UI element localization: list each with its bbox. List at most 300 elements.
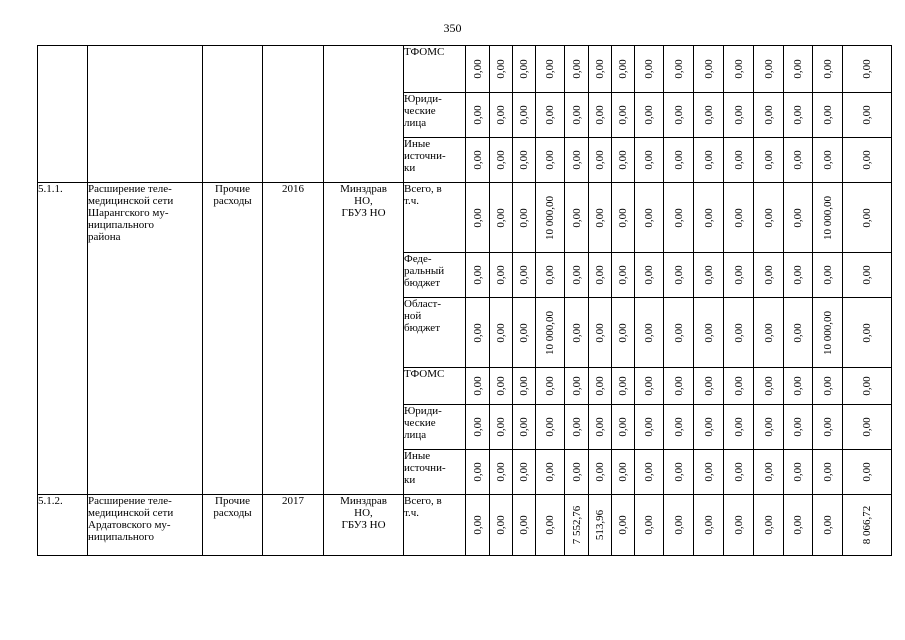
value-text: 0,00 <box>792 417 804 437</box>
value-cell <box>466 253 490 298</box>
value-cell <box>724 495 754 556</box>
value-text: 8 066,72 <box>861 505 873 545</box>
value-cell <box>612 450 635 495</box>
value-cell <box>565 495 589 556</box>
value-text: 0,00 <box>643 322 655 343</box>
value-cell <box>724 93 754 138</box>
value-text: 0,00 <box>617 322 629 343</box>
value-cell <box>466 183 490 253</box>
value-cell <box>843 405 892 450</box>
value-cell <box>635 253 664 298</box>
value-text: 0,00 <box>762 462 775 482</box>
value-cell <box>589 405 612 450</box>
value-text: 0,00 <box>570 59 583 79</box>
value-cell <box>536 405 565 450</box>
value-cell <box>784 495 813 556</box>
value-text: 0,00 <box>617 417 629 437</box>
value-text: 0,00 <box>495 376 507 396</box>
value-cell <box>784 138 813 183</box>
value-cell <box>724 368 754 405</box>
value-text: 10 000,00 <box>821 310 834 355</box>
item-year-text: 2016 <box>282 183 304 195</box>
value-cell <box>565 298 589 368</box>
funding-source <box>404 450 466 495</box>
value-text: 0,00 <box>570 417 583 437</box>
value-cell <box>490 368 513 405</box>
value-text: 0,00 <box>594 417 606 437</box>
expense-type <box>203 495 263 556</box>
value-text: 0,00 <box>471 150 484 170</box>
value-cell <box>724 450 754 495</box>
value-text: 0,00 <box>702 462 715 482</box>
value-cell <box>536 138 565 183</box>
value-text: 0,00 <box>544 105 556 125</box>
value-cell <box>694 253 724 298</box>
value-cell <box>784 298 813 368</box>
value-cell <box>536 183 565 253</box>
value-cell <box>813 495 843 556</box>
value-text: 0,00 <box>861 105 873 125</box>
item-number <box>38 46 88 183</box>
value-cell <box>635 368 664 405</box>
value-cell <box>784 450 813 495</box>
value-text: 0,00 <box>792 265 804 285</box>
value-cell <box>513 138 536 183</box>
item-year <box>263 46 324 183</box>
value-cell <box>490 405 513 450</box>
value-cell <box>694 93 724 138</box>
value-text: 0,00 <box>672 59 685 79</box>
value-cell <box>513 450 536 495</box>
value-cell <box>754 495 784 556</box>
value-cell <box>694 138 724 183</box>
value-cell <box>843 495 892 556</box>
value-cell <box>724 138 754 183</box>
value-text: 0,00 <box>570 376 583 396</box>
value-cell <box>466 405 490 450</box>
value-cell <box>724 46 754 93</box>
value-text: 0,00 <box>762 207 775 228</box>
value-cell <box>466 93 490 138</box>
value-cell <box>635 405 664 450</box>
value-text: 0,00 <box>617 207 629 228</box>
value-text: 0,00 <box>471 376 484 396</box>
value-text: 0,00 <box>702 150 715 170</box>
value-text: 0,00 <box>861 322 873 343</box>
value-cell <box>490 183 513 253</box>
value-text: 0,00 <box>792 462 804 482</box>
funding-source <box>404 183 466 253</box>
value-cell <box>589 368 612 405</box>
value-text: 0,00 <box>702 207 715 228</box>
value-text: 0,00 <box>471 322 484 343</box>
value-text: 0,00 <box>732 59 745 79</box>
value-text: 0,00 <box>518 322 530 343</box>
value-text: 0,00 <box>821 59 834 79</box>
value-text: 0,00 <box>821 150 834 170</box>
funding-source <box>404 405 466 450</box>
value-cell <box>843 138 892 183</box>
value-cell <box>490 450 513 495</box>
funding-source-label: Иные источни- ки <box>404 450 446 486</box>
value-cell <box>466 138 490 183</box>
value-text: 513,96 <box>594 509 606 541</box>
value-text: 0,00 <box>702 515 715 535</box>
funding-source <box>404 253 466 298</box>
value-text: 0,00 <box>821 105 834 125</box>
value-text: 0,00 <box>643 59 655 79</box>
value-text: 0,00 <box>702 417 715 437</box>
value-cell <box>513 298 536 368</box>
value-cell <box>490 298 513 368</box>
value-cell <box>466 450 490 495</box>
value-cell <box>694 450 724 495</box>
value-cell <box>612 253 635 298</box>
value-cell <box>612 46 635 93</box>
value-cell <box>565 46 589 93</box>
value-cell <box>490 93 513 138</box>
value-text: 0,00 <box>732 207 745 228</box>
value-cell <box>664 298 694 368</box>
responsible-org <box>324 183 404 495</box>
value-cell <box>813 138 843 183</box>
value-text: 0,00 <box>495 59 507 79</box>
value-text: 0,00 <box>594 265 606 285</box>
value-cell <box>754 368 784 405</box>
expense-type-text: Прочие расходы <box>213 183 252 207</box>
value-text: 0,00 <box>792 515 804 535</box>
value-text: 0,00 <box>702 105 715 125</box>
value-cell <box>664 368 694 405</box>
value-text: 0,00 <box>518 462 530 482</box>
value-cell <box>754 138 784 183</box>
value-cell <box>813 298 843 368</box>
value-cell <box>589 183 612 253</box>
table-row <box>38 46 892 93</box>
value-cell <box>565 253 589 298</box>
item-number <box>38 495 88 556</box>
funding-source <box>404 368 466 405</box>
value-text: 0,00 <box>643 417 655 437</box>
value-cell <box>754 405 784 450</box>
item-year-text: 2017 <box>282 495 304 507</box>
value-cell <box>612 495 635 556</box>
funding-source <box>404 46 466 93</box>
value-cell <box>635 298 664 368</box>
value-text: 0,00 <box>732 417 745 437</box>
value-cell <box>724 405 754 450</box>
value-text: 0,00 <box>617 150 629 170</box>
page-number: 350 <box>443 21 462 35</box>
value-cell <box>784 368 813 405</box>
value-cell <box>843 46 892 93</box>
value-text: 0,00 <box>518 515 530 535</box>
value-text: 0,00 <box>594 59 606 79</box>
value-text: 0,00 <box>821 265 834 285</box>
value-cell <box>813 183 843 253</box>
value-text: 0,00 <box>762 322 775 343</box>
value-text: 0,00 <box>821 515 834 535</box>
value-text: 0,00 <box>594 376 606 396</box>
value-cell <box>813 405 843 450</box>
value-text: 0,00 <box>594 322 606 343</box>
value-text: 0,00 <box>861 462 873 482</box>
value-text: 0,00 <box>762 515 775 535</box>
value-text: 0,00 <box>594 207 606 228</box>
value-text: 0,00 <box>617 59 629 79</box>
value-cell <box>589 450 612 495</box>
value-text: 0,00 <box>732 150 745 170</box>
value-text: 0,00 <box>702 265 715 285</box>
value-text: 0,00 <box>471 105 484 125</box>
value-cell <box>589 138 612 183</box>
value-text: 0,00 <box>643 462 655 482</box>
value-text: 0,00 <box>861 150 873 170</box>
value-text: 0,00 <box>617 105 629 125</box>
value-cell <box>466 46 490 93</box>
value-cell <box>490 253 513 298</box>
value-cell <box>589 298 612 368</box>
value-text: 0,00 <box>495 265 507 285</box>
value-text: 0,00 <box>570 265 583 285</box>
budget-table <box>37 45 892 556</box>
value-text: 0,00 <box>732 515 745 535</box>
value-cell <box>589 46 612 93</box>
value-text: 0,00 <box>732 105 745 125</box>
value-cell <box>754 298 784 368</box>
value-cell <box>813 450 843 495</box>
table-row <box>38 495 892 556</box>
value-cell <box>612 93 635 138</box>
item-number-text: 5.1.1. <box>38 183 63 195</box>
value-cell <box>664 183 694 253</box>
funding-source-label: Феде- ральный бюджет <box>404 253 445 289</box>
value-text: 0,00 <box>544 59 556 79</box>
expense-type <box>203 183 263 495</box>
value-cell <box>724 183 754 253</box>
item-name <box>88 183 203 495</box>
value-cell <box>664 46 694 93</box>
value-text: 0,00 <box>792 150 804 170</box>
value-cell <box>589 253 612 298</box>
value-cell <box>724 253 754 298</box>
value-text: 0,00 <box>495 462 507 482</box>
value-text: 0,00 <box>821 417 834 437</box>
funding-source <box>404 138 466 183</box>
value-cell <box>843 450 892 495</box>
value-text: 0,00 <box>861 376 873 396</box>
value-text: 0,00 <box>617 515 629 535</box>
value-cell <box>754 93 784 138</box>
value-text: 0,00 <box>518 150 530 170</box>
value-cell <box>466 495 490 556</box>
value-cell <box>694 46 724 93</box>
value-text: 0,00 <box>672 207 685 228</box>
value-text: 0,00 <box>544 265 556 285</box>
value-cell <box>635 450 664 495</box>
value-text: 0,00 <box>821 462 834 482</box>
value-cell <box>635 93 664 138</box>
value-text: 0,00 <box>792 207 804 228</box>
value-text: 0,00 <box>518 376 530 396</box>
value-text: 0,00 <box>570 322 583 343</box>
funding-source-label: Иные источни- ки <box>404 138 446 174</box>
value-text: 0,00 <box>762 105 775 125</box>
value-cell <box>635 138 664 183</box>
value-cell <box>664 138 694 183</box>
value-cell <box>754 253 784 298</box>
value-cell <box>784 253 813 298</box>
value-text: 0,00 <box>594 105 606 125</box>
value-cell <box>612 298 635 368</box>
value-cell <box>784 183 813 253</box>
value-cell <box>513 495 536 556</box>
value-text: 0,00 <box>672 376 685 396</box>
table-row <box>38 183 892 253</box>
value-cell <box>565 183 589 253</box>
value-text: 0,00 <box>471 207 484 228</box>
funding-source-label: ТФОМС <box>404 46 445 58</box>
value-text: 0,00 <box>544 462 556 482</box>
item-name <box>88 495 203 556</box>
value-cell <box>784 46 813 93</box>
item-name-text: Расширение теле- медицинской сети Ардатовского му- ниципального <box>88 495 174 543</box>
value-text: 0,00 <box>672 105 685 125</box>
value-text: 0,00 <box>544 150 556 170</box>
value-text: 0,00 <box>495 105 507 125</box>
value-cell <box>813 93 843 138</box>
item-number <box>38 183 88 495</box>
value-cell <box>513 183 536 253</box>
value-text: 0,00 <box>495 207 507 228</box>
value-text: 0,00 <box>643 105 655 125</box>
value-cell <box>664 495 694 556</box>
expense-type-text: Прочие расходы <box>213 495 252 519</box>
item-name <box>88 46 203 183</box>
value-cell <box>813 253 843 298</box>
value-text: 0,00 <box>861 265 873 285</box>
value-cell <box>754 183 784 253</box>
value-cell <box>635 46 664 93</box>
funding-source-label: ТФОМС <box>404 368 445 380</box>
value-text: 0,00 <box>570 150 583 170</box>
value-text: 0,00 <box>792 59 804 79</box>
value-cell <box>565 368 589 405</box>
value-cell <box>536 450 565 495</box>
value-text: 0,00 <box>821 376 834 396</box>
funding-source-label: Всего, в т.ч. <box>404 183 442 207</box>
value-text: 0,00 <box>471 462 484 482</box>
value-cell <box>612 405 635 450</box>
value-cell <box>513 93 536 138</box>
value-text: 10 000,00 <box>821 195 834 240</box>
value-text: 0,00 <box>617 376 629 396</box>
value-cell <box>589 495 612 556</box>
value-text: 0,00 <box>617 265 629 285</box>
value-text: 0,00 <box>762 265 775 285</box>
expense-type <box>203 46 263 183</box>
value-text: 0,00 <box>672 150 685 170</box>
funding-source <box>404 298 466 368</box>
value-cell <box>813 46 843 93</box>
value-text: 0,00 <box>643 376 655 396</box>
value-cell <box>635 183 664 253</box>
value-cell <box>536 46 565 93</box>
value-cell <box>490 495 513 556</box>
value-text: 0,00 <box>861 207 873 228</box>
value-text: 0,00 <box>732 322 745 343</box>
value-cell <box>565 93 589 138</box>
value-cell <box>813 368 843 405</box>
value-cell <box>513 253 536 298</box>
value-text: 0,00 <box>617 462 629 482</box>
value-cell <box>754 450 784 495</box>
value-cell <box>536 253 565 298</box>
value-text: 0,00 <box>643 515 655 535</box>
value-cell <box>536 368 565 405</box>
value-cell <box>612 368 635 405</box>
value-text: 10 000,00 <box>544 310 556 355</box>
value-text: 0,00 <box>471 59 484 79</box>
value-text: 7 552,76 <box>570 505 583 545</box>
value-cell <box>784 93 813 138</box>
responsible-org-text: Минздрав НО, ГБУЗ НО <box>340 183 387 219</box>
value-text: 0,00 <box>471 515 484 535</box>
responsible-org-text: Минздрав НО, ГБУЗ НО <box>340 495 387 531</box>
value-cell <box>694 495 724 556</box>
funding-source-label: Юриди- ческие лица <box>404 93 442 129</box>
value-text: 0,00 <box>594 150 606 170</box>
item-year <box>263 183 324 495</box>
responsible-org <box>324 495 404 556</box>
value-cell <box>536 495 565 556</box>
value-text: 0,00 <box>732 462 745 482</box>
value-text: 0,00 <box>762 150 775 170</box>
value-text: 0,00 <box>518 207 530 228</box>
value-text: 0,00 <box>544 417 556 437</box>
value-text: 0,00 <box>570 462 583 482</box>
value-cell <box>490 46 513 93</box>
value-text: 10 000,00 <box>544 195 556 240</box>
value-text: 0,00 <box>762 376 775 396</box>
value-text: 0,00 <box>643 150 655 170</box>
value-text: 0,00 <box>792 105 804 125</box>
value-text: 0,00 <box>702 59 715 79</box>
value-text: 0,00 <box>792 322 804 343</box>
value-text: 0,00 <box>495 150 507 170</box>
value-text: 0,00 <box>732 265 745 285</box>
value-text: 0,00 <box>495 515 507 535</box>
value-cell <box>490 138 513 183</box>
value-text: 0,00 <box>643 265 655 285</box>
funding-source-label: Всего, в т.ч. <box>404 495 442 519</box>
value-cell <box>724 298 754 368</box>
value-text: 0,00 <box>732 376 745 396</box>
value-cell <box>843 253 892 298</box>
value-cell <box>694 298 724 368</box>
value-cell <box>664 93 694 138</box>
value-cell <box>843 93 892 138</box>
value-text: 0,00 <box>672 462 685 482</box>
value-cell <box>694 183 724 253</box>
value-cell <box>664 253 694 298</box>
value-text: 0,00 <box>702 322 715 343</box>
value-text: 0,00 <box>672 417 685 437</box>
value-text: 0,00 <box>495 322 507 343</box>
value-text: 0,00 <box>762 59 775 79</box>
value-text: 0,00 <box>544 376 556 396</box>
value-text: 0,00 <box>570 105 583 125</box>
